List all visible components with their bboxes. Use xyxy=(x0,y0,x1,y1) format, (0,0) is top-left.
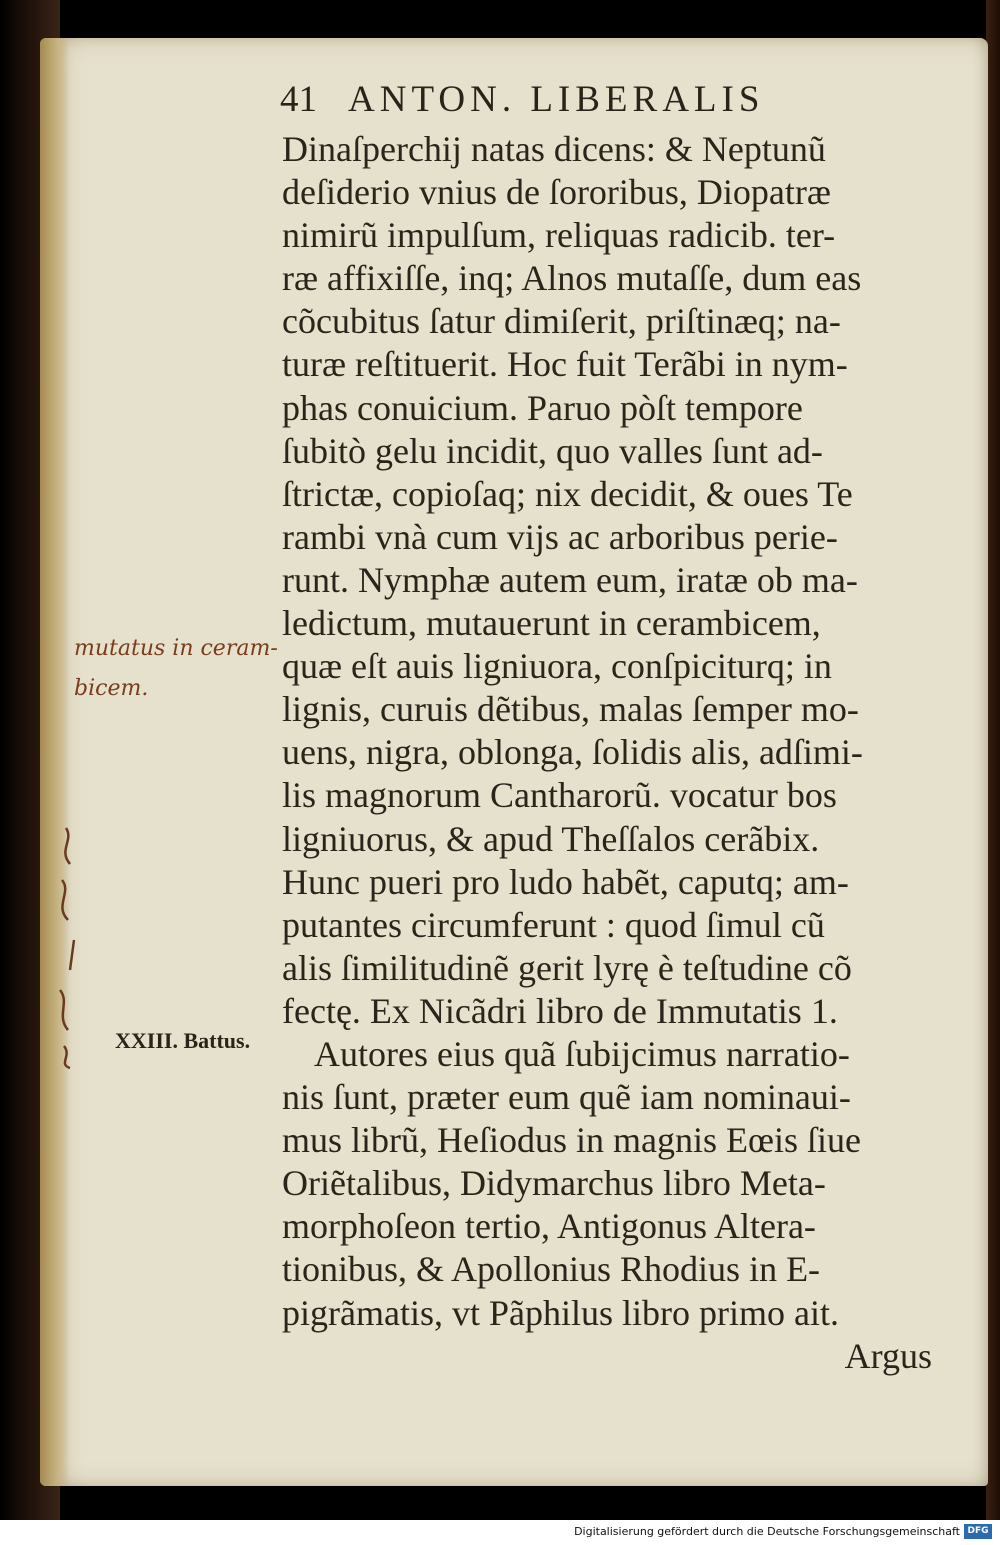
footer-bar xyxy=(0,1520,1000,1545)
text-line: mus librũ, Heſiodus in magnis Eœis ſiue xyxy=(282,1120,861,1161)
text-line: Oriẽtalibus, Didymarchus libro Meta- xyxy=(282,1163,826,1204)
text-line: ſtrictæ, copioſaq; nix decidit, & oues Te xyxy=(282,473,853,514)
page-gutter-shadow xyxy=(40,38,70,1486)
text-line: ſubitò gelu incidit, quo valles ſunt ad- xyxy=(282,430,823,471)
text-line: phas conuicium. Paruo pòſt tempore xyxy=(282,387,803,428)
catchword: Argus xyxy=(844,1335,932,1376)
book-cover-edge xyxy=(986,0,1000,1520)
text-line: quæ eſt auis ligniuora, conſpiciturq; in xyxy=(282,646,832,687)
footer-credit: Digitalisierung gefördert durch die Deutsche Forschungsgemeinschaft xyxy=(574,1525,960,1538)
manuscript-annotation: bicem. xyxy=(74,676,149,701)
page-header xyxy=(280,78,930,128)
text-line: lis magnorum Cantharorũ. vocatur bos xyxy=(282,775,837,816)
text-line: putantes circumferunt : quod ſimul cũ xyxy=(282,904,825,945)
body-text xyxy=(282,128,932,1378)
text-line: nis ſunt, præter eum quẽ iam nominaui- xyxy=(282,1077,851,1118)
text-line: pigrãmatis, vt Pãphilus libro primo ait. xyxy=(282,1292,839,1333)
running-title: ANTON. LIBERALIS xyxy=(348,79,765,120)
text-line: ræ affixiſſe, inq; Alnos mutaſſe, dum eas xyxy=(282,258,862,299)
text-line: uens, nigra, oblonga, ſolidis alis, adſimi- xyxy=(282,732,863,773)
page-number: 41 xyxy=(280,79,317,120)
text-line: alis ſimilitudinẽ gerit lyrę è teſtudine cõ xyxy=(282,947,852,988)
text-line: ligniuorus, & apud Theſſalos cerãbix. xyxy=(282,818,820,859)
text-line: Autores eius quã ſubijcimus narratio- xyxy=(314,1033,850,1074)
text-line: cõcubitus ſatur dimiſerit, priſtinæq; na- xyxy=(282,301,841,342)
text-line: turæ reſtituerit. Hoc fuit Terãbi in nym- xyxy=(282,344,848,385)
text-line: runt. Nymphæ autem eum, iratæ ob ma- xyxy=(282,559,858,600)
text-line: deſiderio vnius de ſororibus, Diopatræ xyxy=(282,172,831,213)
text-line: morphoſeon tertio, Antigonus Altera- xyxy=(282,1206,816,1247)
text-line: nimirũ impulſum, reliquas radicib. ter- xyxy=(282,215,836,256)
text-line: tionibus, & Apollonius Rhodius in E- xyxy=(282,1249,821,1290)
text-line: Hunc pueri pro ludo habẽt, caputq; am- xyxy=(282,861,849,902)
dfg-logo: DFG xyxy=(964,1524,992,1539)
marginal-scribble-icon xyxy=(44,820,84,1070)
text-line: Dinaſperchij natas dicens: & Neptunũ xyxy=(282,129,826,169)
text-line: rambi vnà cum vijs ac arboribus perie- xyxy=(282,516,838,557)
text-line: fectę. Ex Nicãdri libro de Immutatis 1. xyxy=(282,990,838,1031)
marginal-heading: XXIII. Battus. xyxy=(115,1028,251,1053)
text-line: ledictum, mutauerunt in cerambicem, xyxy=(282,603,821,644)
text-line: lignis, curuis dẽtibus, malas ſemper mo- xyxy=(282,689,859,730)
manuscript-annotation: mutatus in ceram- xyxy=(74,636,278,661)
